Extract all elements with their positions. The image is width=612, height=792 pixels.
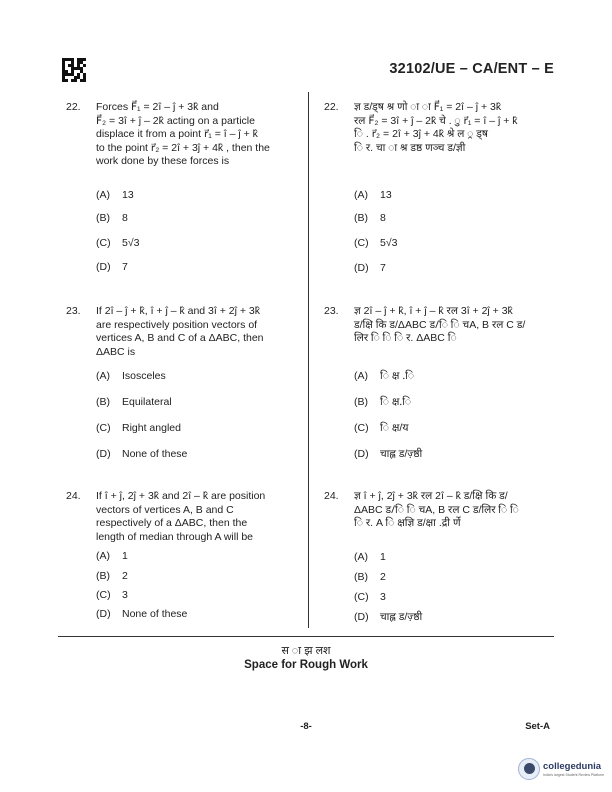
question-line: If î + ĵ, 2ĵ + 3k̂ and 2î – k̂ are position [96,490,266,502]
question-line: ड/क्षि कि ड/ΔABC ड/ि ि चA, B रल C ड/ [354,318,526,331]
question-line: F⃗₂ = 3î + ĵ – 2k̂ acting on a particle [96,114,255,127]
option-a: (A) Isosceles [96,370,166,382]
question-line: Forces F⃗₁ = 2î – ĵ + 3k̂ and [96,101,219,113]
option-d: (D) चाह्ल ड/ज़्ष्ठी [354,611,423,623]
option-a: (A) 1 [354,551,386,563]
question-line: length of median through A will be [96,530,254,543]
option-d: (D) None of these [96,448,188,460]
question-line: ज्ञ 2î – ĵ + k̂, î + ĵ – k̂ रल 3î + 2ĵ + 3k̂ [354,305,513,317]
question-line: are respectively position vectors of [96,318,258,331]
question-line: ि . r⃗₂ = 2î + 3ĵ + 4k̂ श्रे ल ्र ड्ष [354,128,488,140]
question-line: रल F⃗₂ = 3î + ĵ – 2k̂ चे . ु r⃗₁ = î – ĵ + k̂ [354,114,518,127]
rough-work-divider [58,636,554,637]
question-line: ि र. A ि क्षज्ञि ड/क्षा .द्री र्णे [354,517,461,529]
question-number: 23. [324,305,339,317]
question-line: respectively of a ΔABC, then the [96,517,248,529]
question-number: 23. [66,305,81,317]
question-line: ज्ञ î + ĵ, 2ĵ + 3k̂ रल 2î – k̂ ड/क्षि कि ड/ [354,490,508,502]
option-d: (D) चाह्ल ड/ज़्ष्ठी [354,448,423,460]
question-line: लिर ि ि ि र. ΔABC ि [354,332,457,344]
option-b: (B) 2 [354,571,386,583]
question-line: ΔABC is [96,345,136,358]
option-c: (C) ि क्ष/य [354,422,409,434]
option-a: (A) ि क्ष .ि [354,370,415,382]
question-number: 24. [66,490,81,502]
option-c: (C) 3 [354,591,386,603]
brand-name: collegedunia [543,761,602,772]
option-a: (A) 13 [354,189,392,201]
paper-code: 32102/UE – CA/ENT – E [389,61,554,77]
mascot-icon [518,758,540,780]
question-number: 22. [66,101,81,113]
question-line: ि र. चा ा श्र डष्ठ णञ्च ड/ज्ञी [354,141,466,154]
question-line: vectors of vertices A, B and C [96,503,234,516]
question-line: ΔABC ड/ि ि चA, B रल C ड/लिर ि ि [354,503,519,516]
option-a: (A) 1 [96,550,128,562]
option-c: (C) Right angled [96,422,181,434]
question-line: to the point r⃗₂ = 2î + 3ĵ + 4k̂ , then the [96,141,270,154]
question-line: If 2î – ĵ + k̂, î + ĵ – k̂ and 3î + 2ĵ + 3k̂ [96,305,261,317]
brand-tagline: India's largest Student Review Platform [543,773,604,777]
column-divider [308,92,309,628]
collegedunia-logo [518,756,606,784]
option-c: (C) 3 [96,589,128,601]
rough-work-title: Space for Rough Work [244,659,368,671]
question-line: work done by these forces is [96,155,230,167]
option-b: (B) 2 [96,570,128,582]
option-b: (B) ि क्ष.ि [354,396,412,408]
option-c: (C) 5√3 [354,237,398,249]
question-line: displace it from a point r⃗₁ = î – ĵ + k̂ [96,128,258,140]
qr-code [62,58,86,82]
option-d: (D) 7 [96,261,128,273]
option-b: (B) Equilateral [96,396,172,408]
option-d: (D) 7 [354,262,386,274]
question-line: ज्ञ ड/ड्ष श्र णो ा ा F⃗₁ = 2î – ĵ + 3k̂ [354,101,502,113]
option-b: (B) 8 [96,212,128,224]
question-line: vertices A, B and C of a ΔABC, then [96,332,264,344]
option-a: (A) 13 [96,189,134,201]
option-c: (C) 5√3 [96,237,140,249]
question-number: 22. [324,101,339,113]
rough-work-hindi: स ा झ लश [281,645,331,657]
page-number: -8- [300,721,312,732]
option-d: (D) None of these [96,608,188,620]
set-label: Set-A [525,721,550,732]
question-number: 24. [324,490,339,502]
option-b: (B) 8 [354,212,386,224]
